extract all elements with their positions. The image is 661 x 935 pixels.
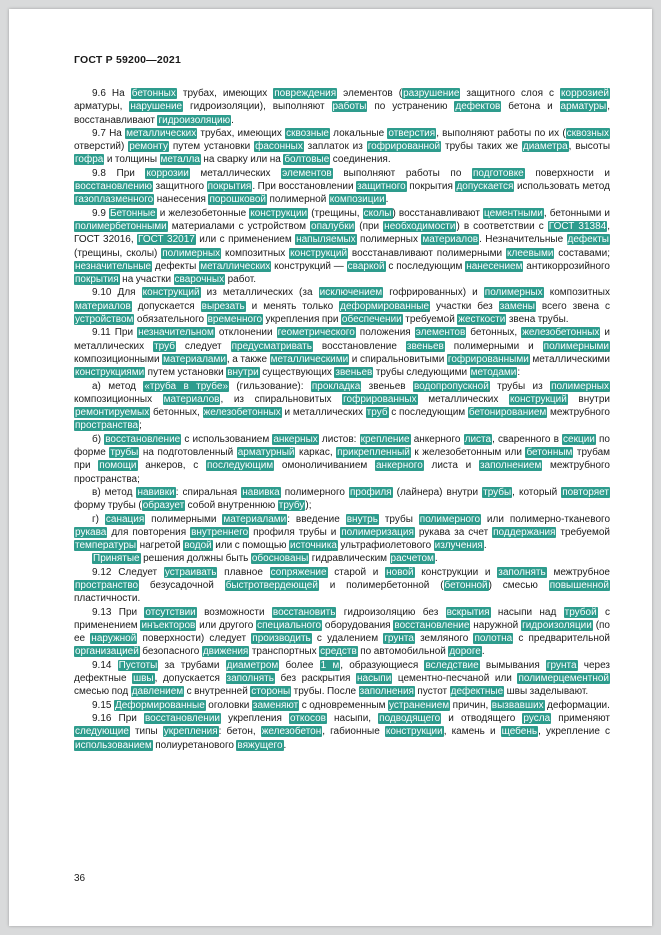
highlight-box: бетонированием — [468, 407, 547, 419]
highlight-box: ГОСТ 31384 — [548, 220, 607, 232]
highlight-box: полотна — [474, 633, 513, 645]
highlight-box: следующие — [75, 726, 129, 738]
paragraph: 9.14 Пустоты за трубами диаметром более 1 м, образующиеся вследствие вымывания грунта через дефектные швы, допускается заполнять без раскрытия насыпи цементно-песчаной или полимерцементной смесью под давлением с внутренней стороны трубы. После заполнения пустот дефектные швы заделывают. — [74, 659, 610, 698]
highlight-box: щебень — [501, 726, 538, 738]
highlight-box: металлическими — [270, 353, 349, 365]
document-header: ГОСТ Р 59200—2021 — [74, 54, 182, 66]
highlight-box: сквозные — [286, 127, 329, 139]
highlight-box: восстановлению — [75, 181, 152, 193]
highlight-box: защитного — [357, 181, 406, 193]
highlight-box: газоплазменного — [75, 194, 154, 206]
highlight-box: конструкциями — [75, 367, 145, 379]
highlight-box: Бетонные — [109, 207, 156, 219]
highlight-box: крепление — [360, 433, 410, 445]
highlight-box: работы — [332, 101, 367, 113]
highlight-box: швы — [133, 673, 154, 685]
highlight-box: подводящего — [379, 712, 441, 724]
highlight-box: диаметра — [522, 141, 568, 153]
highlight-box: средств — [320, 646, 357, 658]
highlight-box: коррозией — [561, 88, 609, 99]
highlight-box: организацией — [75, 646, 139, 658]
highlight-box: рукава — [75, 526, 107, 538]
highlight-box: элементов — [415, 327, 466, 339]
highlight-box: восстановление — [394, 619, 470, 631]
paragraph: 9.13 При отсутствии возможности восстановить гидроизоляцию без вскрытия насыпи над трубой с применением инъекторов или другого специального оборудования восстановление наружной гидроизоляции (по ее наружной поверхности) следует производить с удалением грунта земляного полотна с предварительной организацией безопасного движения транспортных средств по автомобильной дороге. — [74, 606, 610, 658]
highlight-box: деформированные — [340, 300, 430, 312]
highlight-box: секции — [563, 433, 595, 445]
highlight-box: сколы — [363, 207, 392, 219]
highlight-box: откосов — [289, 712, 326, 724]
highlight-box: трубой — [564, 606, 597, 618]
highlight-box: клеевыми — [507, 247, 554, 259]
highlight-box: гидроизоляции — [522, 619, 592, 631]
highlight-box: незначительном — [138, 327, 214, 339]
highlight-box: железобетонных — [522, 327, 600, 339]
highlight-box: отсутствии — [145, 606, 196, 618]
highlight-box: бетонной — [444, 579, 488, 591]
highlight-box: необходимости — [384, 220, 456, 232]
highlight-box: материалов — [422, 234, 479, 246]
highlight-box: покрытия — [207, 181, 252, 193]
highlight-box: повышенной — [549, 579, 610, 591]
highlight-box: инъекторов — [141, 619, 196, 631]
highlight-box: звеньев — [406, 340, 444, 352]
highlight-box: труб — [366, 407, 388, 419]
highlight-box: арматурный — [237, 447, 295, 459]
highlight-box: материалами — [223, 513, 287, 525]
highlight-box: обоснованы — [251, 553, 309, 565]
highlight-box: заменяют — [252, 699, 299, 711]
highlight-box: «труба в трубе» — [144, 380, 228, 392]
highlight-box: болтовые — [284, 154, 330, 166]
paragraph: г) санация полимерными материалами: введение внутрь трубы полимерного или полимерно-тканевого рукава для повторения внутреннего профиля трубы и полимеризация рукава за счет поддержания требуемой температуры нагретой водой или с помощью источника ультрафиолетового излучения. — [75, 513, 610, 552]
paragraph: 9.11 При незначительном отклонении геометрического положения элементов бетонных, железобетонных и металлических труб следует предусматривать восстановление звеньев полимерными и полимерными композиционными материалами, а также металлическими и спиральновитыми гофрированными металлическими конструкциями путем установки внутри существующих звеньев трубы следующими методами: — [74, 327, 611, 379]
highlight-box: сваркой — [347, 260, 385, 272]
highlight-box: насыпи — [357, 673, 392, 685]
highlight-box: температуры — [75, 540, 137, 552]
highlight-box: устройством — [75, 314, 134, 326]
paragraph: 9.6 На бетонных трубах, имеющих повреждения элементов (разрушение защитного слоя с коррозией арматуры, нарушение гидроизоляции), выполняют работы по устранению дефектов бетона и арматуры, восстанавливают гидроизоляцию. — [74, 88, 610, 126]
highlight-box: производить — [252, 633, 311, 645]
highlight-box: разрушение — [403, 88, 460, 99]
highlight-box: диаметром — [226, 659, 279, 671]
document-page — [9, 9, 652, 926]
highlight-box: звеньев — [335, 367, 373, 379]
highlight-box: внутреннего — [191, 526, 249, 538]
highlight-box: листа — [464, 433, 492, 445]
document-body — [74, 87, 610, 752]
highlight-box: грунта — [384, 633, 414, 645]
highlight-box: ремонту — [129, 141, 168, 153]
highlight-box: конструкций — [509, 393, 567, 405]
highlight-box: восстановить — [272, 606, 336, 618]
highlight-box: грунта — [546, 659, 577, 671]
paragraph: 9.9 Бетонные и железобетонные конструкции (трещины, сколы) восстанавливают цементными, бетонными и полимербетонными материалами с устройством опалубки (при необходимости) в соответствии с ГОСТ 31384, ГОСТ 32016, ГОСТ 32017 или с применением напыляемых полимерных материалов. Незначительные дефекты (трещины, сколы) полимерных композитных конструкций восстанавливают полимерными клеевыми составами; незначительные дефекты металлических конструкций — сваркой с последующим нанесением антикоррозийного покрытия на участки сварочных работ. — [74, 207, 610, 286]
highlight-box: движения — [202, 646, 249, 658]
highlight-box: незначительные — [75, 260, 152, 272]
highlight-box: водой — [184, 540, 212, 552]
highlight-box: пространство — [75, 579, 139, 591]
highlight-box: устранением — [388, 699, 450, 711]
paragraph: 9.12 Следует устраивать плавное сопряжение старой и новой конструкции и заполнять межтрубное пространство безусадочной быстротвердеющей и полимербетонной (бетонной) смесью повышенной пластичности. — [74, 566, 610, 605]
highlight-box: заполнения — [359, 686, 414, 698]
highlight-box: трубы — [110, 447, 139, 459]
highlight-box: железобетонных — [203, 407, 281, 419]
highlight-box: полимерного — [419, 513, 481, 525]
highlight-box: подготовке — [472, 167, 524, 179]
highlight-box: внутри — [227, 367, 259, 379]
highlight-box: ГОСТ 32017 — [138, 234, 195, 246]
highlight-box: прокладка — [311, 380, 361, 392]
paragraph: а) метод «труба в трубе» (гильзование): прокладка звеньев водопропускной трубы из полимерных композиционных материалов, из спиральновитых гофрированных металлических конструкций внутри ремонтируемых бетонных, железобетонных и металлических труб с последующим бетонированием межтрубного пространства; — [74, 380, 610, 432]
highlight-box: дороге — [449, 646, 481, 658]
highlight-box: покрытия — [75, 274, 119, 286]
paragraph: 9.8 При коррозии металлических элементов выполняют работы по подготовке поверхности и восстановлению защитного покрытия. При восстановлении защитного покрытия допускается использовать метод газоплазменного нанесения порошковой полимерной композиции. — [75, 167, 610, 206]
highlight-box: труб — [154, 340, 175, 352]
highlight-box: жесткости — [458, 314, 506, 326]
highlight-box: материалами — [163, 353, 226, 365]
highlight-box: конструкций — [290, 247, 348, 259]
highlight-box: материалов — [163, 393, 220, 405]
highlight-box: гофрированной — [367, 141, 441, 153]
highlight-box: гофра — [75, 154, 104, 166]
highlight-box: полимерных — [162, 247, 221, 259]
highlight-box: пространства — [75, 420, 139, 432]
highlight-box: металла — [160, 154, 200, 166]
highlight-box: геометрического — [277, 327, 355, 339]
highlight-box: заполнять — [498, 566, 546, 578]
highlight-box: наружной — [91, 633, 137, 645]
highlight-box: Принятые — [93, 553, 140, 565]
highlight-box: устраивать — [164, 566, 217, 578]
highlight-box: восстановлении — [144, 712, 220, 724]
highlight-box: методами — [470, 367, 517, 379]
highlight-box: образует — [142, 500, 185, 512]
highlight-box: последующим — [207, 460, 274, 472]
highlight-box: вызвавших — [491, 699, 544, 711]
highlight-box: отверстия — [388, 127, 436, 139]
highlight-box: восстановление — [105, 433, 181, 445]
highlight-box: русла — [523, 712, 551, 724]
highlight-box: сквозных — [566, 127, 609, 139]
paragraph: б) восстановление с использованием анкерных листов: крепление анкерного листа, сваренного в секции по форме трубы на подготовленный арматурный каркас, прикрепленный к железобетонным или бетонным трубам при помощи анкеров, с последующим омоноличиванием анкерного листа и заполнением межтрубного пространства; — [74, 433, 611, 485]
highlight-box: бетонным — [526, 447, 573, 459]
highlight-box: полимерцементной — [518, 673, 609, 685]
highlight-box: композиции — [329, 194, 385, 206]
highlight-box: цементными — [484, 207, 543, 219]
highlight-box: опалубки — [311, 220, 355, 232]
highlight-box: полимерных — [551, 380, 609, 392]
highlight-box: излучения — [434, 540, 483, 552]
paragraph: 9.15 Деформированные оголовки заменяют с одновременным устранением причин, вызвавших деформации. — [92, 699, 610, 711]
highlight-box: материалов — [75, 300, 131, 312]
highlight-box: заполнять — [226, 673, 274, 685]
highlight-box: водопропускной — [413, 380, 489, 392]
highlight-box: расчетом — [390, 553, 434, 565]
highlight-box: фасонных — [255, 141, 303, 153]
highlight-box: заполнением — [479, 460, 542, 472]
highlight-box: конструкций — [142, 287, 200, 299]
highlight-box: металлических — [126, 127, 197, 139]
highlight-box: металлических — [200, 260, 271, 272]
highlight-box: допускается — [456, 181, 514, 193]
highlight-box: арматуры — [560, 101, 607, 113]
highlight-box: коррозии — [146, 167, 189, 179]
paragraph: в) метод навивки: спиральная навивка полимерного профиля (лайнера) внутри трубы, который повторяет форму трубы (образует собой внутреннюю трубу); — [74, 486, 609, 512]
highlight-box: укрепления — [163, 726, 218, 738]
highlight-box: использованием — [75, 739, 152, 751]
highlight-box: профиля — [350, 486, 392, 498]
highlight-box: полимеризация — [341, 526, 414, 538]
highlight-box: источника — [290, 540, 337, 552]
highlight-box: гофрированных — [343, 393, 417, 405]
page-number: 36 — [74, 873, 86, 884]
highlight-box: навивки — [137, 486, 175, 498]
highlight-box: сопряжение — [270, 566, 327, 578]
highlight-box: Пустоты — [118, 659, 158, 671]
highlight-box: повреждения — [274, 88, 337, 99]
highlight-box: 1 м — [320, 659, 340, 671]
highlight-box: сварочных — [174, 274, 225, 286]
highlight-box: давлением — [131, 686, 184, 698]
highlight-box: новой — [386, 566, 414, 578]
highlight-box: поддержания — [493, 526, 556, 538]
highlight-box: полимербетонными — [75, 220, 167, 232]
highlight-box: вырезать — [201, 300, 245, 312]
paragraph: 9.10 Для конструкций из металлических (за исключением гофрированных) и полимерных композитных материалов допускается вырезать и менять только деформированные участки без замены всего звена с устройством обязательного временного укрепления при обеспечении требуемой жесткости звена трубы. — [75, 287, 610, 326]
paragraph: 9.16 При восстановлении укрепления откосов насыпи, подводящего и отводящего русла применяют следующие типы укрепления: бетон, железобетон, габионные конструкции, камень и щебень, укрепление с использованием полиуретанового вяжущего. — [75, 712, 611, 751]
paragraph: 9.7 На металлических трубах, имеющих сквозные локальные отверстия, выполняют работы по их (сквозных отверстий) ремонту путем установки фасонных заплаток из гофрированной трубы таких же диаметра, высоты гофра и толщины металла на сварку или на болтовые соединения. — [74, 127, 611, 166]
highlight-box: полимерных — [484, 287, 543, 299]
highlight-box: дефекты — [567, 234, 609, 246]
highlight-box: предусматривать — [231, 340, 312, 352]
highlight-box: конструкции — [250, 207, 308, 219]
highlight-box: трубы — [483, 486, 512, 498]
highlight-box: быстротвердеющей — [225, 579, 318, 591]
highlight-box: обеспечении — [341, 314, 402, 326]
highlight-box: напыляемых — [296, 234, 356, 246]
highlight-box: вяжущего — [237, 739, 283, 751]
highlight-box: элементов — [282, 167, 332, 179]
highlight-box: помощи — [99, 460, 137, 472]
highlight-box: вскрытия — [446, 606, 490, 618]
highlight-box: нарушение — [130, 101, 183, 113]
highlight-box: дефектные — [450, 686, 504, 698]
highlight-box: повторяет — [562, 486, 609, 498]
highlight-box: дефектов — [455, 101, 501, 113]
highlight-box: порошковой — [209, 194, 266, 206]
highlight-box: навивка — [242, 486, 280, 498]
highlight-box: трубу — [278, 500, 305, 512]
highlight-box: гофрированными — [447, 353, 529, 365]
highlight-box: бетонных — [131, 88, 176, 99]
highlight-box: полимерными — [543, 340, 610, 352]
highlight-box: анкерных — [273, 433, 318, 445]
highlight-box: стороны — [251, 686, 291, 698]
highlight-box: ремонтируемых — [75, 407, 150, 419]
highlight-box: замены — [499, 300, 535, 312]
highlight-box: железобетон — [261, 726, 322, 738]
highlight-box: конструкции — [385, 726, 443, 738]
highlight-box: гидроизоляцию — [158, 114, 231, 126]
highlight-box: анкерного — [376, 460, 423, 472]
highlight-box: санация — [105, 513, 145, 525]
highlight-box: временного — [207, 314, 263, 326]
highlight-box: Деформированные — [114, 699, 205, 711]
highlight-box: специального — [257, 619, 322, 631]
highlight-box: внутрь — [346, 513, 378, 525]
highlight-box: вследствие — [425, 659, 479, 671]
highlight-box: прикрепленный — [337, 447, 410, 459]
paragraph: Принятые решения должны быть обоснованы гидравлическим расчетом. — [93, 553, 438, 565]
highlight-box: исключением — [319, 287, 383, 299]
highlight-box: нанесением — [466, 260, 523, 272]
